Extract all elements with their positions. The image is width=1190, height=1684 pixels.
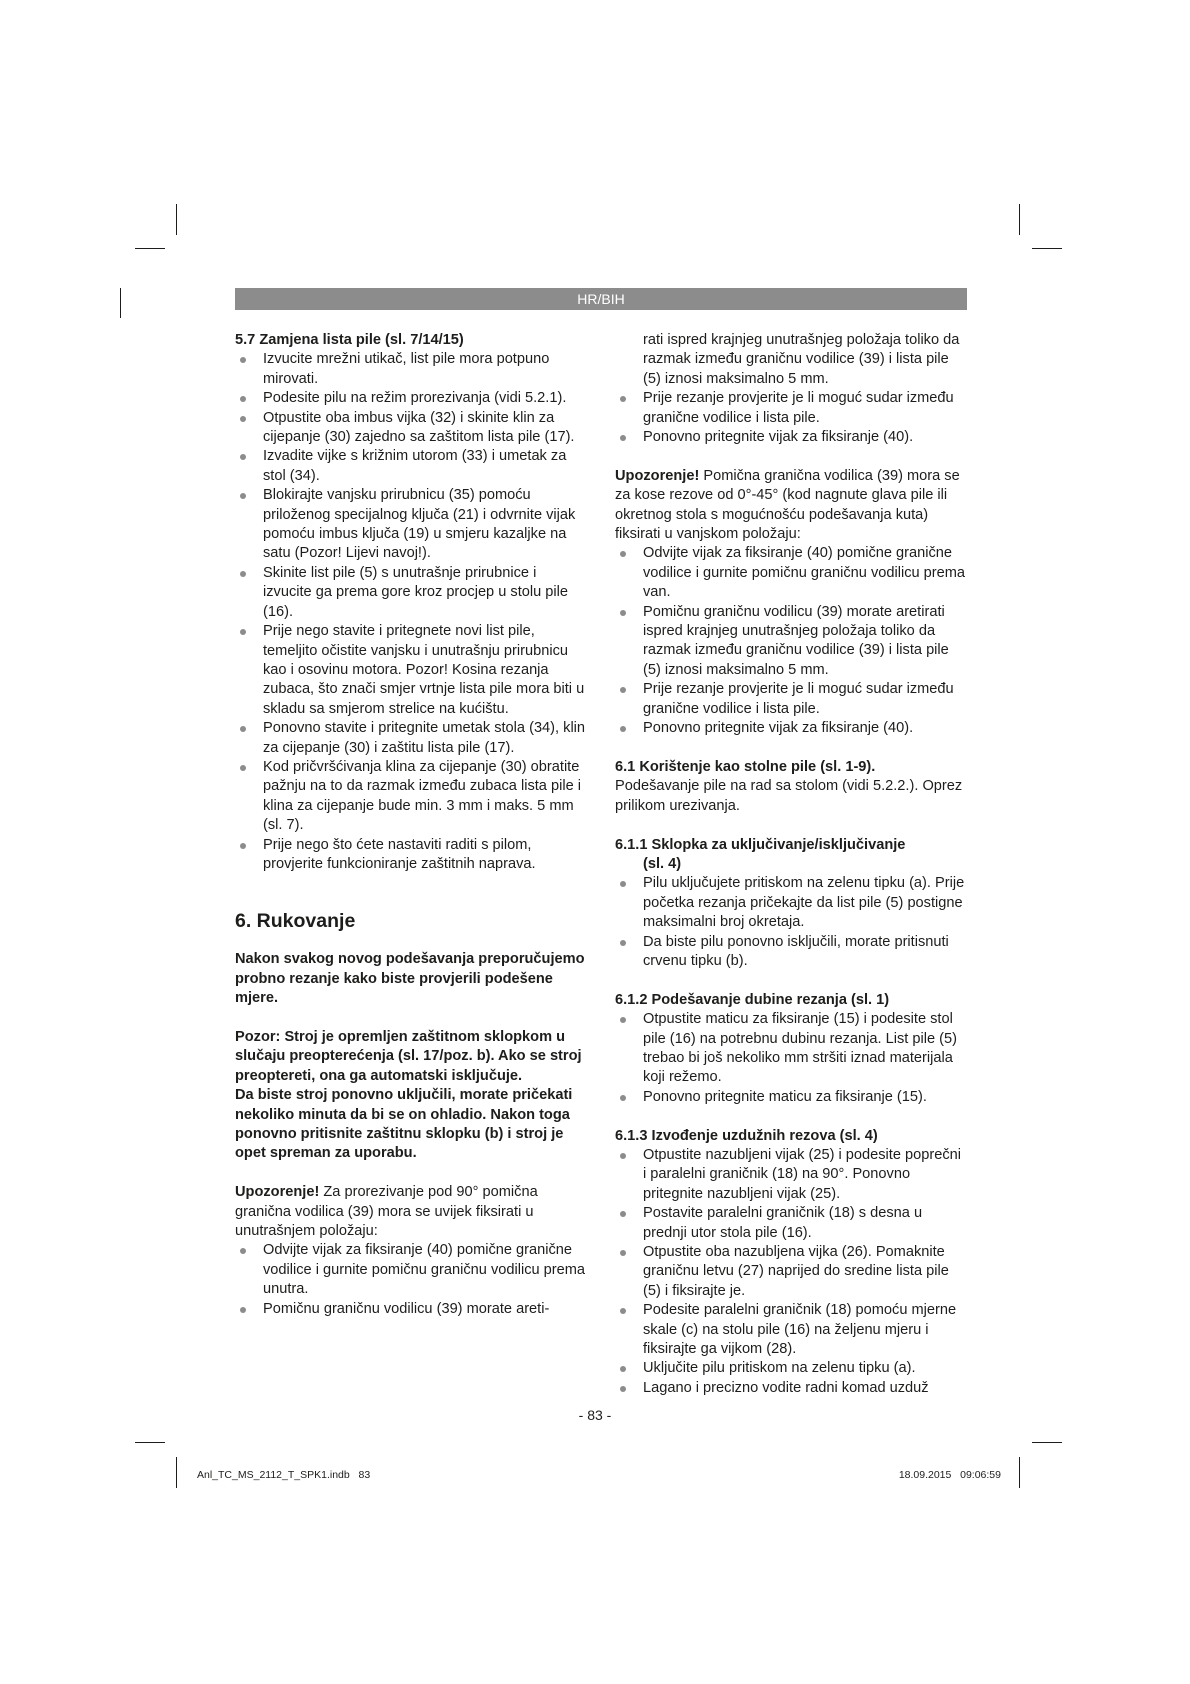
- crop-mark-br-h: [1032, 1442, 1062, 1443]
- list-item: Skinite list pile (5) s unutrašnje prirubnice i izvucite ga prema gore kroz procjep u stolu pile (16).: [235, 564, 587, 622]
- list-item: Ponovno pritegnite maticu za fiksiranje (15).: [615, 1088, 967, 1107]
- list-item: Pomičnu graničnu vodilicu (39) morate areti-: [235, 1300, 587, 1319]
- footer-filename: Anl_TC_MS_2112_T_SPK1.indb 83: [197, 1469, 371, 1481]
- section-6-1-3-list: [615, 1146, 967, 1398]
- crop-mark-tr-v: [1019, 204, 1020, 235]
- crop-mark-tl-v: [176, 204, 177, 235]
- list-item: Prije nego stavite i pritegnete novi list pile, temeljito očistite vanjsku i unutrašnju prirubnicu kao i osovinu motora. Pozor! Kosina rezanja zubaca, što znači smjer vrtnje lista pile mora biti u skladu sa smjerom strelice na kućištu.: [235, 622, 587, 719]
- warning-text: Za prorezivanje pod 90° pomična granična vodilica (39) mora se uvijek fiksirati u unutrašnjem položaju:: [235, 1184, 538, 1240]
- crop-mark-left-mid: [120, 288, 121, 318]
- page-number: - 83 -: [578, 1407, 612, 1423]
- list-item: Prije rezanje provjerite je li moguć sudar između granične vodilice i lista pile.: [615, 680, 967, 719]
- list-item: Ponovno stavite i pritegnite umetak stola (34), klin za cijepanje (30) i zaštitu lista pile (17).: [235, 719, 587, 758]
- list-item: Prije nego što ćete nastaviti raditi s pilom, provjerite funkcioniranje zaštitnih naprava.: [235, 836, 587, 875]
- section-5-7-title: 5.7 Zamjena lista pile (sl. 7/14/15): [235, 332, 464, 348]
- section-6-1-1-list: [615, 874, 967, 971]
- section-6-1-1-title-cont: (sl. 4): [643, 855, 682, 872]
- list-item: Kod pričvršćivanja klina za cijepanje (30) obratite pažnju na to da razmak između zubaca lista pile i klina za cijepanje bude min. 3 mm i maks. 5 mm (sl. 7).: [235, 758, 587, 836]
- crop-mark-bl-h: [135, 1442, 165, 1443]
- continued-list: [615, 389, 967, 447]
- list-item: Pomičnu graničnu vodilicu (39) morate aretirati ispred krajnjeg unutrašnjeg položaja toliko da razmak između graničnu vodilice (39) i lista pile (5) iznosi maksimalno 5 mm.: [615, 603, 967, 681]
- warning-inner-position: [235, 1183, 587, 1241]
- section-6-1-2-list: [615, 1010, 967, 1107]
- warning-outer-position: [615, 467, 967, 545]
- list-item: Pilu uključujete pritiskom na zelenu tipku (a). Prije početka rezanja pričekajte da list pile (5) postigne maksimalni broj okretaja.: [615, 874, 967, 932]
- test-cut-notice: Nakon svakog novog podešavanja preporučujemo probno rezanje kako biste provjerili podešene mjere.: [235, 951, 585, 1007]
- list-item: Ponovno pritegnite vijak za fiksiranje (40).: [615, 719, 967, 738]
- list-item: Prije rezanje provjerite je li moguć sudar između granične vodilice i lista pile.: [615, 389, 967, 428]
- warning-text: Pomična granična vodilica (39) mora se za kose rezove od 0°-45° (kod nagnute glava pile ili okretnog stola s mogućnošću podešavanja kuta) fiksirati u vanjskom položaju:: [615, 467, 960, 543]
- crop-mark-tr-h: [1032, 248, 1062, 249]
- list-item: Otpustite oba imbus vijka (32) i skinite klin za cijepanje (30) zajedno sa zaštitom lista pile (17).: [235, 409, 587, 448]
- right-column: [615, 331, 967, 1398]
- section-6-1-1-title: 6.1.1 Sklopka za uključivanje/isključivanje: [615, 836, 906, 853]
- warning-label: Upozorenje!: [615, 467, 700, 484]
- list-item: Podesite pilu na režim prorezivanja (vidi 5.2.1).: [235, 389, 587, 408]
- overload-notice: Pozor: Stroj je opremljen zaštitnom sklopkom u slučaju preopterećenja (sl. 17/poz. b). Ako se stroj preoptereti, ona ga automatski isključuje.: [235, 1028, 582, 1084]
- crop-mark-br-v: [1019, 1457, 1020, 1488]
- restart-notice: Da biste stroj ponovno uključili, morate pričekati nekoliko minuta da bi se on ohladio. Nakon toga ponovno pritisnite zaštitnu sklopku (b) i stroj je opet spreman za uporabu.: [235, 1087, 573, 1162]
- language-header-bar: [235, 288, 967, 310]
- section-6-1-3-title: 6.1.3 Izvođenje uzdužnih rezova (sl. 4): [615, 1127, 878, 1144]
- language-label: HR/BIH: [577, 291, 625, 307]
- list-item: Postavite paralelni graničnik (18) s desna u prednji utor stola pile (16).: [615, 1204, 967, 1243]
- list-item: Odvijte vijak za fiksiranje (40) pomične granične vodilice i gurnite pomičnu graničnu vodilicu prema van.: [615, 544, 967, 602]
- crop-mark-tl-h: [135, 248, 165, 249]
- left-column: [235, 331, 587, 1319]
- list-item: Otpustite maticu za fiksiranje (15) i podesite stol pile (16) na potrebnu dubinu rezanja. List pile (5) trebao bi još nekoliko mm stršiti iznad materijala koji režemo.: [615, 1010, 967, 1088]
- warning-label: Upozorenje!: [235, 1184, 320, 1201]
- list-item: Otpustite oba nazubljena vijka (26). Pomaknite graničnu letvu (27) naprijed do sredine lista pile (5) i fiksirajte je.: [615, 1243, 967, 1301]
- list-item: Otpustite nazubljeni vijak (25) i podesite poprečni i paralelni graničnik (18) na 90°. Ponovno pritegnite nazubljeni vijak (25).: [615, 1146, 967, 1204]
- list-item: Uključite pilu pritiskom na zelenu tipku (a).: [615, 1359, 967, 1378]
- crop-mark-bl-v: [176, 1457, 177, 1488]
- warning-outer-list: [615, 544, 967, 738]
- section-5-7-list: [235, 350, 587, 874]
- section-6-1-title: 6.1 Korištenje kao stolne pile (sl. 1-9).: [615, 758, 876, 775]
- list-item: Odvijte vijak za fiksiranje (40) pomične granične vodilice i gurnite pomičnu graničnu vodilicu prema unutra.: [235, 1241, 587, 1299]
- continued-list-text: rati ispred krajnjeg unutrašnjeg položaja toliko da razmak između graničnu vodilice (39) i lista pile (5) iznosi maksimalno 5 mm.: [643, 332, 960, 387]
- list-item: Podesite paralelni graničnik (18) pomoću mjerne skale (c) na stolu pile (16) na željenu mjeru i fiksirajte ga vijkom (28).: [615, 1301, 967, 1359]
- footer-timestamp: 18.09.2015 09:06:59: [898, 1469, 1001, 1481]
- list-item: Izvadite vijke s križnim utorom (33) i umetak za stol (34).: [235, 447, 587, 486]
- section-6-1-2-title: 6.1.2 Podešavanje dubine rezanja (sl. 1): [615, 991, 890, 1008]
- list-item: Izvucite mrežni utikač, list pile mora potpuno mirovati.: [235, 350, 587, 389]
- section-6-title: 6. Rukovanje: [235, 910, 356, 933]
- section-6-1-text: Podešavanje pile na rad sa stolom (vidi 5.2.2.). Oprez prilikom urezivanja.: [615, 778, 963, 814]
- warning-inner-list: [235, 1241, 587, 1319]
- list-item: Da biste pilu ponovno isključili, morate pritisnuti crvenu tipku (b).: [615, 933, 967, 972]
- list-item: Blokirajte vanjsku prirubnicu (35) pomoću priloženog specijalnog ključa (21) i odvrnite vijak pomoću imbus ključa (19) u smjeru kazaljke na satu (Pozor! Lijevi navoj!).: [235, 486, 587, 564]
- list-item: Lagano i precizno vodite radni komad uzduž: [615, 1379, 967, 1398]
- list-item: Ponovno pritegnite vijak za fiksiranje (40).: [615, 428, 967, 447]
